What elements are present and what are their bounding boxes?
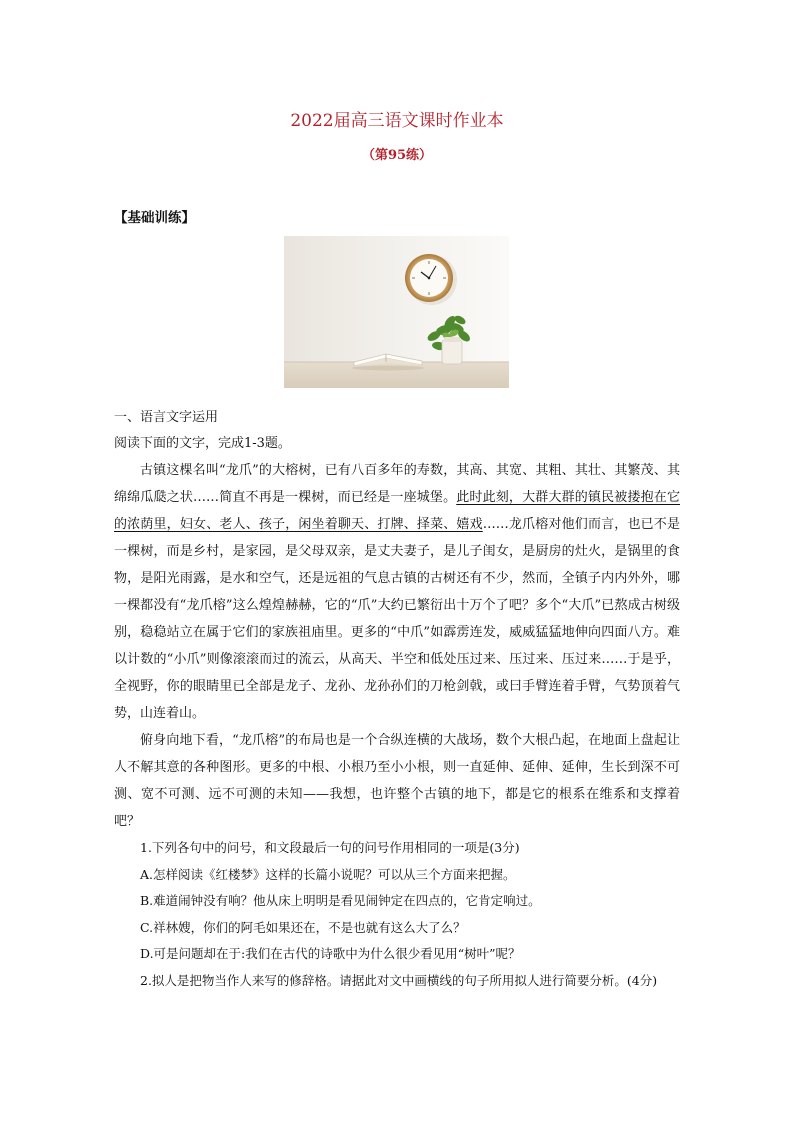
section-heading: 【基础训练】 — [114, 210, 195, 226]
passage-text: 古镇这棵名叫“龙爪”的大榕树，已有八百多年的寿数，其高、其宽、其粗、其壮、其繁茂、其绵绵瓜瓞之状……简直不再是一棵树，而已经是一座城堡。 — [114, 463, 680, 505]
passage-content — [114, 430, 680, 994]
passage-text: ……龙爪榕对他们而言，也已不是一棵树，而是乡村，是家园，是父母双亲，是丈夫妻子，是儿子闺女，是厨房的灶火，是锅里的食物，是阳光雨露，是水和空气，还是远祖的气息古镇的古树还有不少，然而，全镇子内内外外，哪一棵都没有“龙爪榕”这么煌煌赫赫，它的“爪”大约已繁衍出十万个了吧？多个“大爪”已熬成古树级别，稳稳站立在属于它们的家族祖庙里。更多的“中爪”如霹雳连发，威威猛猛地伸向四面八方。难以计数的“小爪”则像滚滚而过的流云，从高天、半空和低处压过来、压过来、压过来……于是乎，全视野，你的眼睛里已全部是龙子、龙孙、龙孙孙们的刀枪剑戟，或曰手臂连着手臂，气势顶着气势，山连着山。 — [114, 517, 680, 721]
question-1-option-d: D.可是问题却在于:我们在古代的诗歌中为什么很少看见用“树叶”呢？ — [140, 946, 521, 961]
passage-paragraph-2: 俯身向地下看，“龙爪榕”的布局也是一个合纵连横的大战场，数个大根凸起，在地面上盘起让人不解其意的各种图形。更多的中根、小根乃至小小根，则一直延伸、延伸、延伸，生长到深不可测、宽不可测、远不可测的未知——我想，也许整个古镇的地下，都是它的根系在维系和支撑着吧？ — [114, 733, 680, 829]
clock-plant-photo — [284, 236, 509, 388]
part-heading: 一、语言文字运用 — [114, 410, 219, 425]
page-title: 2022届高三语文课时作业本 — [290, 111, 504, 131]
question-1-option-a: A.怎样阅读《红楼梦》这样的长篇小说呢？可以从三个方面来把握。 — [140, 866, 516, 882]
passage-paragraph-1 — [114, 457, 680, 727]
question-1-option-c: C.祥林嫂，你们的阿毛如果还在，不是也就有这么大了么？ — [140, 919, 466, 935]
question-2: 2.拟人是把物当作人来写的修辞格。请据此对文中画横线的句子所用拟人进行简要分析。(4分) — [140, 972, 658, 988]
instruction: 阅读下面的文字，完成1-3题。 — [114, 436, 291, 451]
question-1: 1.下列各句中的问号，和文段最后一句的问号作用相同的一项是(3分) — [140, 840, 520, 855]
underlined-sentence: 此时此刻，大群大群的镇民被搂抱在它的浓荫里，妇女、老人、孩子，闲坐着聊天、打牌、择菜、嬉戏 — [114, 490, 680, 532]
page-subtitle: （第95练） — [361, 148, 433, 163]
question-1-option-b: B.难道闹钟没有响？他从床上明明是看见闹钟定在四点的，它肯定响过。 — [140, 893, 541, 908]
